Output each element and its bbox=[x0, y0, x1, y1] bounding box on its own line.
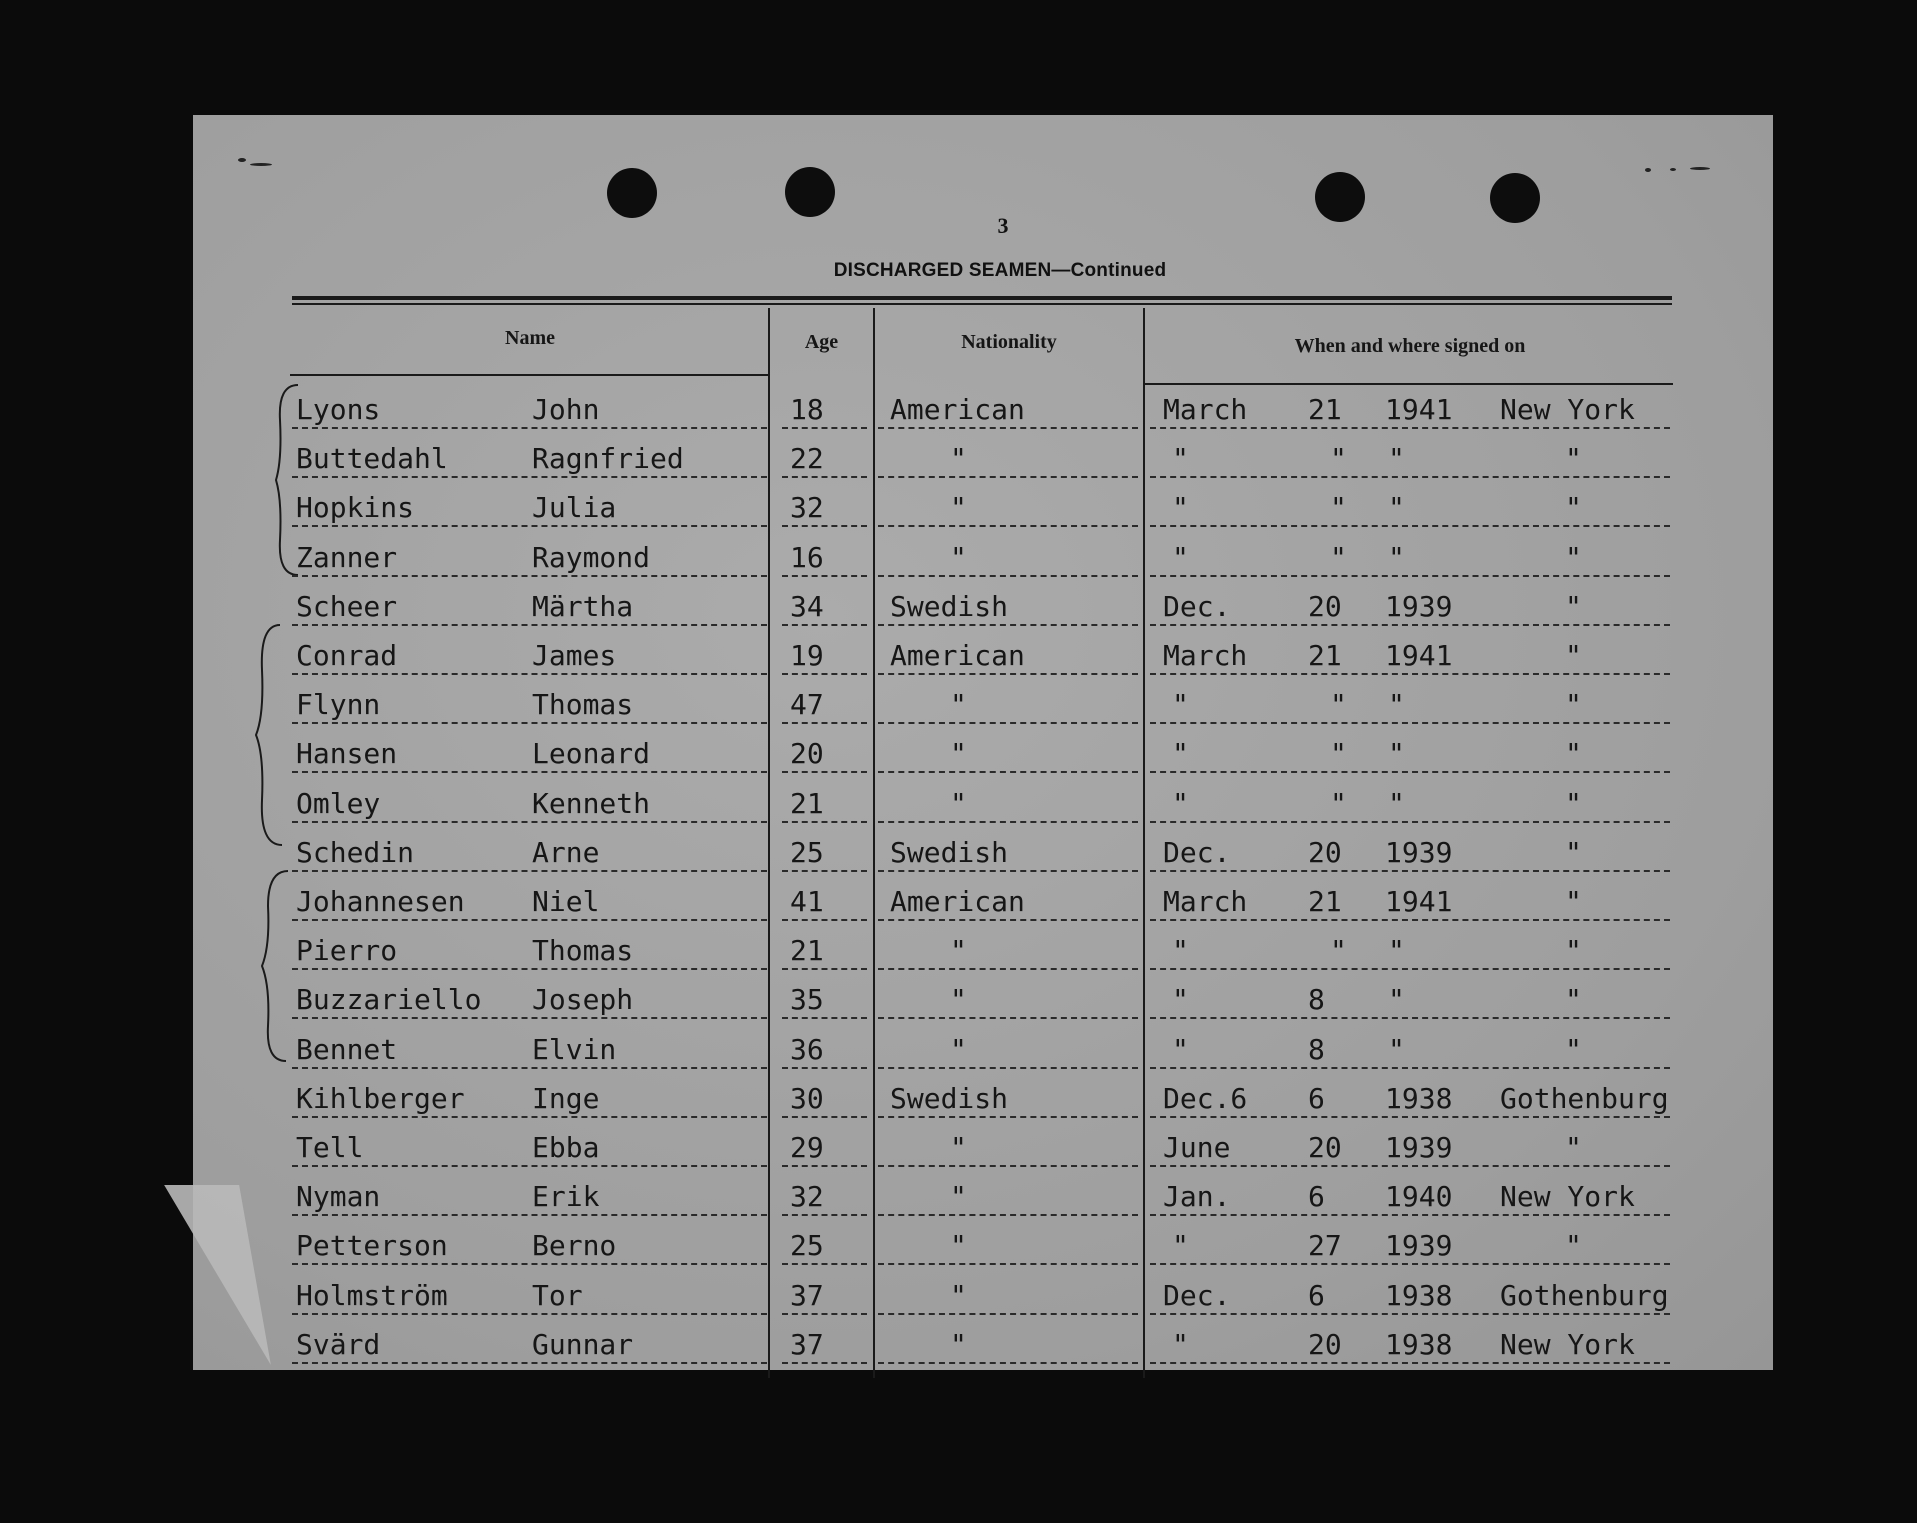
top-double-rule bbox=[292, 303, 1672, 305]
row-underline bbox=[782, 1116, 867, 1118]
cell-nationality: " bbox=[950, 1131, 967, 1164]
cell-last-name: Buttedahl bbox=[296, 442, 448, 476]
cell-age: 20 bbox=[790, 737, 824, 771]
cell-year: 1940 bbox=[1385, 1180, 1453, 1214]
row-underline bbox=[292, 1263, 767, 1265]
cell-month: " bbox=[1172, 1229, 1189, 1263]
cell-day: 21 bbox=[1308, 393, 1342, 426]
row-underline bbox=[878, 1017, 1138, 1019]
cell-first-name: John bbox=[532, 393, 600, 426]
cell-age: 47 bbox=[790, 688, 824, 722]
row-underline bbox=[782, 476, 867, 478]
row-underline bbox=[1150, 968, 1670, 970]
row-underline bbox=[782, 427, 867, 429]
row-underline bbox=[782, 1214, 867, 1216]
row-underline bbox=[1150, 673, 1670, 675]
cell-place: " bbox=[1565, 442, 1582, 476]
row-underline bbox=[878, 1263, 1138, 1265]
cell-day: 20 bbox=[1308, 835, 1342, 869]
cell-first-name: Elvin bbox=[532, 1032, 617, 1066]
row-underline bbox=[878, 427, 1138, 429]
cell-age: 41 bbox=[790, 885, 824, 918]
cell-month: " bbox=[1172, 934, 1189, 968]
document-title: DISCHARGED SEAMEN—Continued bbox=[833, 260, 1167, 281]
cell-age: 37 bbox=[790, 1278, 824, 1312]
row-underline bbox=[782, 821, 867, 823]
row-underline bbox=[878, 624, 1138, 626]
cell-month: March bbox=[1163, 885, 1248, 918]
row-underline bbox=[782, 771, 867, 773]
row-underline bbox=[878, 968, 1138, 970]
cell-year: " bbox=[1388, 540, 1405, 574]
page-number: 3 bbox=[997, 213, 1009, 238]
row-underline bbox=[878, 1362, 1138, 1364]
row-underline bbox=[1150, 525, 1670, 527]
cell-month: June bbox=[1163, 1131, 1231, 1164]
cell-first-name: Kenneth bbox=[532, 786, 651, 820]
cell-month: " bbox=[1172, 688, 1189, 722]
cell-year: " bbox=[1388, 491, 1405, 525]
cell-last-name: Conrad bbox=[296, 639, 398, 672]
cell-month: " bbox=[1172, 737, 1189, 771]
row-underline bbox=[782, 1165, 867, 1167]
column-divider bbox=[873, 308, 875, 1378]
cell-age: 35 bbox=[790, 983, 824, 1017]
cell-first-name: Inge bbox=[532, 1081, 600, 1115]
cell-place: " bbox=[1565, 1131, 1582, 1164]
row-underline bbox=[1150, 870, 1670, 872]
row-underline bbox=[292, 1165, 767, 1167]
cell-month: " bbox=[1172, 983, 1189, 1017]
cell-first-name: Thomas bbox=[532, 934, 634, 968]
cell-age: 21 bbox=[790, 786, 824, 820]
row-underline bbox=[782, 1313, 867, 1315]
cell-month: " bbox=[1172, 1032, 1189, 1066]
row-underline bbox=[782, 624, 867, 626]
cell-day: 6 bbox=[1308, 1180, 1325, 1214]
cell-last-name: Schedin bbox=[296, 835, 415, 869]
cell-age: 36 bbox=[790, 1032, 824, 1066]
row-underline bbox=[782, 1067, 867, 1069]
cell-last-name: Pierro bbox=[296, 934, 398, 968]
cell-nationality: American bbox=[890, 885, 1025, 918]
row-underline bbox=[1150, 1017, 1670, 1019]
cell-first-name: Julia bbox=[532, 491, 617, 525]
cell-age: 18 bbox=[790, 393, 824, 426]
cell-day: " bbox=[1330, 540, 1347, 574]
row-underline bbox=[1150, 1362, 1670, 1364]
cell-day: " bbox=[1330, 688, 1347, 722]
cell-month: " bbox=[1172, 491, 1189, 525]
row-underline bbox=[292, 624, 767, 626]
ink-speck bbox=[1670, 168, 1676, 171]
row-underline bbox=[292, 870, 767, 872]
cell-place: " bbox=[1565, 688, 1582, 722]
cell-year: " bbox=[1388, 1032, 1405, 1066]
cell-place: Gothenburg bbox=[1500, 1278, 1669, 1312]
cell-first-name: Märtha bbox=[532, 589, 634, 623]
column-header-age: Age bbox=[804, 331, 839, 353]
cell-day: " bbox=[1330, 442, 1347, 476]
row-underline bbox=[292, 919, 767, 921]
cell-place: Gothenburg bbox=[1500, 1081, 1669, 1115]
bracket-mark bbox=[256, 866, 296, 1066]
row-underline bbox=[292, 1362, 767, 1364]
cell-place: " bbox=[1565, 1229, 1582, 1263]
cell-last-name: Lyons bbox=[296, 393, 381, 426]
row-underline bbox=[878, 1165, 1138, 1167]
cell-year: 1939 bbox=[1385, 1131, 1453, 1164]
ink-speck bbox=[1645, 168, 1651, 172]
row-underline bbox=[292, 771, 767, 773]
cell-last-name: Hopkins bbox=[296, 491, 415, 525]
cell-age: 25 bbox=[790, 835, 824, 869]
row-underline bbox=[292, 1313, 767, 1315]
cell-last-name: Holmström bbox=[296, 1278, 448, 1312]
cell-first-name: Tor bbox=[532, 1278, 583, 1312]
cell-month: Dec. bbox=[1163, 1278, 1231, 1312]
cell-last-name: Zanner bbox=[296, 540, 398, 574]
cell-place: " bbox=[1565, 737, 1582, 771]
cell-last-name: Petterson bbox=[296, 1229, 448, 1263]
cell-first-name: James bbox=[532, 639, 617, 672]
cell-nationality: American bbox=[890, 393, 1025, 426]
punch-hole bbox=[785, 167, 835, 217]
row-underline bbox=[878, 1214, 1138, 1216]
row-underline bbox=[1150, 821, 1670, 823]
row-underline bbox=[1150, 476, 1670, 478]
cell-age: 22 bbox=[790, 442, 824, 476]
cell-day: 20 bbox=[1308, 589, 1342, 623]
row-underline bbox=[782, 1362, 867, 1364]
cell-month: March bbox=[1163, 639, 1248, 672]
punch-hole bbox=[1490, 173, 1540, 223]
cell-age: 32 bbox=[790, 1180, 824, 1214]
cell-year: 1939 bbox=[1385, 1229, 1453, 1263]
cell-nationality: Swedish bbox=[890, 835, 1009, 869]
cell-age: 16 bbox=[790, 540, 824, 574]
cell-day: " bbox=[1330, 786, 1347, 820]
row-underline bbox=[292, 1116, 767, 1118]
cell-day: 6 bbox=[1308, 1278, 1325, 1312]
cell-month: Jan. bbox=[1163, 1180, 1231, 1214]
cell-day: 27 bbox=[1308, 1229, 1342, 1263]
cell-place: New York bbox=[1500, 1327, 1635, 1361]
cell-day: 21 bbox=[1308, 639, 1342, 672]
row-underline bbox=[292, 673, 767, 675]
cell-year: 1941 bbox=[1385, 393, 1453, 426]
row-underline bbox=[292, 821, 767, 823]
cell-first-name: Erik bbox=[532, 1180, 600, 1214]
cell-age: 34 bbox=[790, 589, 824, 623]
row-underline bbox=[292, 722, 767, 724]
row-underline bbox=[1150, 919, 1670, 921]
cell-last-name: Omley bbox=[296, 786, 381, 820]
row-underline bbox=[1150, 722, 1670, 724]
cell-day: 20 bbox=[1308, 1327, 1342, 1361]
cell-nationality: " bbox=[950, 491, 967, 525]
cell-year: " bbox=[1388, 737, 1405, 771]
row-underline bbox=[1150, 1263, 1670, 1265]
row-underline bbox=[1150, 771, 1670, 773]
cell-nationality: " bbox=[950, 1180, 967, 1214]
cell-nationality: " bbox=[950, 1032, 967, 1066]
row-underline bbox=[1150, 1116, 1670, 1118]
cell-place: " bbox=[1565, 589, 1582, 623]
cell-year: 1941 bbox=[1385, 639, 1453, 672]
bracket-mark bbox=[250, 620, 290, 850]
cell-place: " bbox=[1565, 639, 1582, 672]
row-underline bbox=[292, 525, 767, 527]
cell-last-name: Flynn bbox=[296, 688, 381, 722]
row-underline bbox=[292, 1067, 767, 1069]
row-underline bbox=[782, 968, 867, 970]
cell-first-name: Niel bbox=[532, 885, 600, 918]
row-underline bbox=[1150, 575, 1670, 577]
ink-speck bbox=[238, 158, 246, 162]
cell-first-name: Leonard bbox=[532, 737, 651, 771]
cell-last-name: Johannesen bbox=[296, 885, 465, 918]
cell-age: 30 bbox=[790, 1081, 824, 1115]
cell-year: " bbox=[1388, 688, 1405, 722]
row-underline bbox=[1150, 1214, 1670, 1216]
cell-year: 1938 bbox=[1385, 1081, 1453, 1115]
column-divider bbox=[1143, 308, 1145, 1378]
cell-place: " bbox=[1565, 835, 1582, 869]
cell-age: 29 bbox=[790, 1131, 824, 1164]
row-underline bbox=[292, 1214, 767, 1216]
cell-month: " bbox=[1172, 786, 1189, 820]
row-underline bbox=[1150, 1165, 1670, 1167]
cell-first-name: Ragnfried bbox=[532, 442, 684, 476]
cell-nationality: " bbox=[950, 737, 967, 771]
cell-month: March bbox=[1163, 393, 1248, 426]
cell-first-name: Raymond bbox=[532, 540, 651, 574]
cell-nationality: " bbox=[950, 688, 967, 722]
row-underline bbox=[782, 575, 867, 577]
cell-day: 21 bbox=[1308, 885, 1342, 918]
row-underline bbox=[878, 870, 1138, 872]
cell-year: 1939 bbox=[1385, 835, 1453, 869]
cell-day: " bbox=[1330, 934, 1347, 968]
cell-first-name: Berno bbox=[532, 1229, 617, 1263]
cell-day: 8 bbox=[1308, 983, 1325, 1017]
row-underline bbox=[878, 476, 1138, 478]
cell-first-name: Arne bbox=[532, 835, 600, 869]
cell-nationality: " bbox=[950, 786, 967, 820]
cell-year: 1938 bbox=[1385, 1327, 1453, 1361]
cell-nationality: Swedish bbox=[890, 589, 1009, 623]
row-underline bbox=[1150, 1313, 1670, 1315]
cell-place: New York bbox=[1500, 393, 1635, 426]
cell-day: 20 bbox=[1308, 1131, 1342, 1164]
cell-nationality: American bbox=[890, 639, 1025, 672]
cell-nationality: " bbox=[950, 1327, 967, 1361]
cell-year: " bbox=[1388, 786, 1405, 820]
cell-nationality: " bbox=[950, 983, 967, 1017]
row-underline bbox=[878, 821, 1138, 823]
row-underline bbox=[878, 575, 1138, 577]
ink-speck bbox=[250, 163, 272, 166]
cell-month: " bbox=[1172, 442, 1189, 476]
cell-month: " bbox=[1172, 1327, 1189, 1361]
row-underline bbox=[292, 427, 767, 429]
punch-hole bbox=[607, 168, 657, 218]
row-underline bbox=[878, 919, 1138, 921]
row-underline bbox=[878, 1313, 1138, 1315]
cell-month: Dec. bbox=[1163, 589, 1231, 623]
row-underline bbox=[878, 525, 1138, 527]
cell-last-name: Scheer bbox=[296, 589, 398, 623]
row-underline bbox=[782, 919, 867, 921]
row-underline bbox=[878, 771, 1138, 773]
cell-year: 1941 bbox=[1385, 885, 1453, 918]
row-underline bbox=[782, 525, 867, 527]
column-divider bbox=[768, 308, 770, 1378]
cell-age: 21 bbox=[790, 934, 824, 968]
cell-year: 1939 bbox=[1385, 589, 1453, 623]
cell-place: " bbox=[1565, 786, 1582, 820]
cell-age: 37 bbox=[790, 1327, 824, 1361]
row-underline bbox=[878, 1116, 1138, 1118]
cell-year: 1938 bbox=[1385, 1278, 1453, 1312]
cell-place: " bbox=[1565, 491, 1582, 525]
cell-day: 8 bbox=[1308, 1032, 1325, 1066]
cell-last-name: Tell bbox=[296, 1131, 364, 1164]
cell-year: " bbox=[1388, 983, 1405, 1017]
cell-day: 6 bbox=[1308, 1081, 1325, 1115]
header-underline bbox=[1143, 383, 1673, 385]
cell-age: 19 bbox=[790, 639, 824, 672]
row-underline bbox=[292, 575, 767, 577]
cell-last-name: Bennet bbox=[296, 1032, 398, 1066]
cell-age: 25 bbox=[790, 1229, 824, 1263]
cell-last-name: Svärd bbox=[296, 1327, 381, 1361]
cell-nationality: " bbox=[950, 934, 967, 968]
row-underline bbox=[292, 476, 767, 478]
cell-place: " bbox=[1565, 540, 1582, 574]
cell-place: " bbox=[1565, 934, 1582, 968]
cell-first-name: Thomas bbox=[532, 688, 634, 722]
row-underline bbox=[878, 722, 1138, 724]
cell-year: " bbox=[1388, 442, 1405, 476]
row-underline bbox=[782, 870, 867, 872]
cell-month: Dec.6 bbox=[1163, 1081, 1248, 1115]
cell-last-name: Nyman bbox=[296, 1180, 381, 1214]
cell-last-name: Kihlberger bbox=[296, 1081, 465, 1115]
row-underline bbox=[1150, 427, 1670, 429]
header-underline bbox=[290, 374, 768, 376]
row-underline bbox=[782, 1263, 867, 1265]
row-underline bbox=[782, 722, 867, 724]
cell-last-name: Buzzariello bbox=[296, 983, 482, 1017]
column-header-nationality: Nationality bbox=[961, 331, 1057, 353]
cell-place: New York bbox=[1500, 1180, 1635, 1214]
cell-nationality: " bbox=[950, 540, 967, 574]
cell-month: Dec. bbox=[1163, 835, 1231, 869]
cell-nationality: Swedish bbox=[890, 1081, 1009, 1115]
cell-age: 32 bbox=[790, 491, 824, 525]
row-underline bbox=[1150, 624, 1670, 626]
cell-place: " bbox=[1565, 1032, 1582, 1066]
column-header-signed-on: When and where signed on bbox=[1294, 335, 1526, 357]
cell-first-name: Gunnar bbox=[532, 1327, 634, 1361]
row-underline bbox=[878, 1067, 1138, 1069]
cell-year: " bbox=[1388, 934, 1405, 968]
row-underline bbox=[782, 1017, 867, 1019]
cell-month: " bbox=[1172, 540, 1189, 574]
cell-first-name: Ebba bbox=[532, 1131, 600, 1164]
cell-day: " bbox=[1330, 491, 1347, 525]
column-header-name: Name bbox=[505, 327, 555, 349]
cell-nationality: " bbox=[950, 1278, 967, 1312]
row-underline bbox=[878, 673, 1138, 675]
cell-first-name: Joseph bbox=[532, 983, 634, 1017]
row-underline bbox=[1150, 1067, 1670, 1069]
row-underline bbox=[292, 1017, 767, 1019]
row-underline bbox=[782, 673, 867, 675]
cell-place: " bbox=[1565, 983, 1582, 1017]
cell-nationality: " bbox=[950, 442, 967, 476]
row-underline bbox=[292, 968, 767, 970]
cell-place: " bbox=[1565, 885, 1582, 918]
cell-nationality: " bbox=[950, 1229, 967, 1263]
cell-last-name: Hansen bbox=[296, 737, 398, 771]
ink-speck bbox=[1690, 167, 1710, 170]
punch-hole bbox=[1315, 172, 1365, 222]
cell-day: " bbox=[1330, 737, 1347, 771]
top-double-rule bbox=[292, 296, 1672, 300]
